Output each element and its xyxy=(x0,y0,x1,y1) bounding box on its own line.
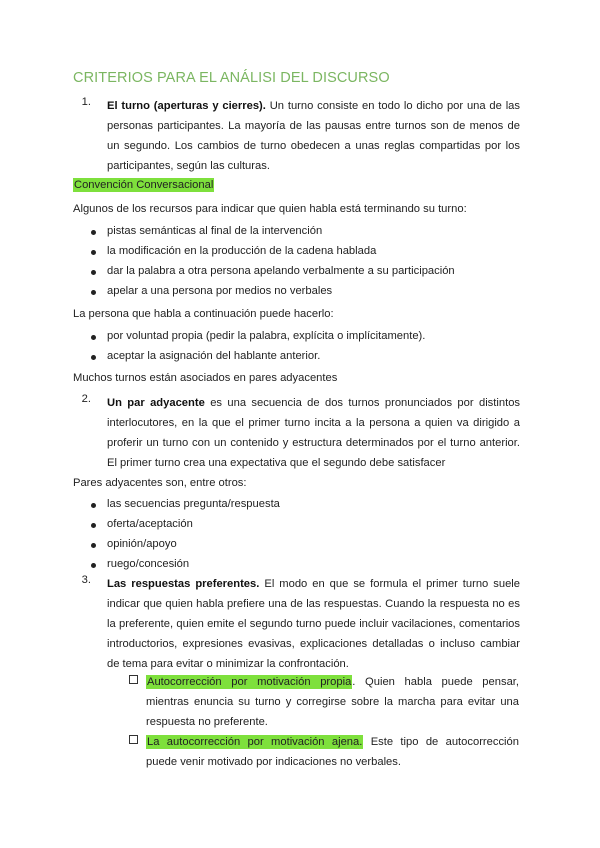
highlight-term: La autocorrección por motivación ajena. xyxy=(147,736,363,748)
checkbox-icon xyxy=(129,735,138,744)
highlight-heading: Convención Conversacional xyxy=(74,179,214,191)
highlight-heading-line xyxy=(73,179,214,191)
section-2-number: 2. xyxy=(81,393,91,405)
checkbox-icon xyxy=(129,675,138,684)
section-2-term: Un par adyacente xyxy=(107,397,205,409)
document-page: CRITERIOS PARA EL ANÁLISI DEL DISCURSO 1. El turno (aperturas y cierres). Un turno consiste en todo lo dicho por una de las personas participantes. La mayoría de las pausas entre turnos son de menos de un segundo. Los cambios de turno obedecen a unas reglas compartidas por los participantes, según las culturas. Convención Conversacional Algunos de los recursos para indicar que quien habla está terminando su turno: pistas semánticas al final de la intervención la modificación en la producción de la cadena hablada dar la palabra a otra persona apelando verbalmente a su participación apelar a una persona por medios no verbales La persona que habla a continuación puede hacerlo: por voluntad propia (pedir la palabra, explícita o implícitamente). aceptar la asignación del hablante anterior. Muchos turnos están asociados en pares adyacentes 2. Un par adyacente es una secuencia de dos turnos pronunciados por distintos interlocutores, en la que el primer turno incita a la persona a quien va dirigido a proferir un turno con un contenido y estructura determinados por el turno anterior. El primer turno crea una expectativa que el segundo debe satisfacer Pares adyacentes son, entre otros: las secuencias pregunta/respuesta oferta/aceptación opinión/apoyo ruego/concesión 3. Las respuestas preferentes. El modo en que se formula el primer turno suele indicar que quien habla prefiere una de las respuestas. Cuando la respuesta no es la preferente, quien emite el segundo turno puede incluir vacilaciones, comentarios introductorios, expresiones evasivas, explicaciones detalladas o incluso cambiar de tema para evitar o minimizar la confrontación. Autocorrección por motivación propia. Quien habla puede pensar, mientras enuncia su turno y corregirse sobre la marcha para evitar una respuesta no preferente. La autocorrección por motivación ajena. Este tipo de autocorrección puede venir motivado por indicaciones no verbales. xyxy=(0,0,600,848)
intro-3: Muchos turnos están asociados en pares adyacentes xyxy=(73,372,338,384)
bullet-icon xyxy=(91,523,96,528)
intro-2: La persona que habla a continuación puede hacerlo: xyxy=(73,308,334,320)
bullet-icon xyxy=(91,270,96,275)
bullet-icon xyxy=(91,543,96,548)
intro-1: Algunos de los recursos para indicar que quien habla está terminando su turno: xyxy=(73,203,467,215)
bullet-icon xyxy=(91,290,96,295)
document-title: CRITERIOS PARA EL ANÁLISI DEL DISCURSO xyxy=(73,70,390,86)
bullet-icon xyxy=(91,335,96,340)
section-3-term: Las respuestas preferentes. xyxy=(107,578,260,590)
bullet-icon xyxy=(91,355,96,360)
bullet-icon xyxy=(91,250,96,255)
checkbox-item-2-text: La autocorrección por motivación ajena. Este tipo de autocorrección puede venir motivado por indicaciones no verbales. xyxy=(146,736,519,768)
section-1-term: El turno (aperturas y cierres). xyxy=(107,100,266,112)
section-1-number: 1. xyxy=(81,96,91,108)
bullet-icon xyxy=(91,563,96,568)
section-2-text: es una secuencia de dos turnos pronunciados por distintos interlocutores, en la que el primer turno incita a la persona a quien va dirigido a proferir un turno con un contenido y estructura determinados por el turno anterior. El primer turno crea una expectativa que el segundo debe satisfacer xyxy=(107,397,521,469)
intro-4: Pares adyacentes son, entre otros: xyxy=(73,477,247,489)
section-3-text: El modo en que se formula el primer turno suele indicar que quien habla prefiere una de las respuestas. Cuando la respuesta no es la preferente, quien emite el segundo turno puede incluir vacilaciones, comentarios introductorios, expresiones evasivas, explicaciones detalladas o incluso cambiar de tema para evitar o minimizar la confrontación. xyxy=(107,578,520,670)
bullet-icon xyxy=(91,503,96,508)
section-3-paragraph xyxy=(107,574,520,674)
checkbox-item-1-text: Autocorrección por motivación propia. Quien habla puede pensar, mientras enuncia su turno y corregirse sobre la marcha para evitar una respuesta no preferente. xyxy=(146,676,520,728)
highlight-term: Autocorrección por motivación propia xyxy=(147,676,352,688)
section-3-number: 3. xyxy=(81,574,91,586)
section-1-paragraph xyxy=(107,96,520,176)
section-1-text: Un turno consiste en todo lo dicho por una de las personas participantes. La mayoría de las pausas entre turnos son de menos de un segundo. Los cambios de turno obedecen a unas reglas compartidas por los participantes, según las culturas. xyxy=(107,100,520,172)
section-2-paragraph xyxy=(107,393,520,473)
bullet-icon xyxy=(91,230,96,235)
